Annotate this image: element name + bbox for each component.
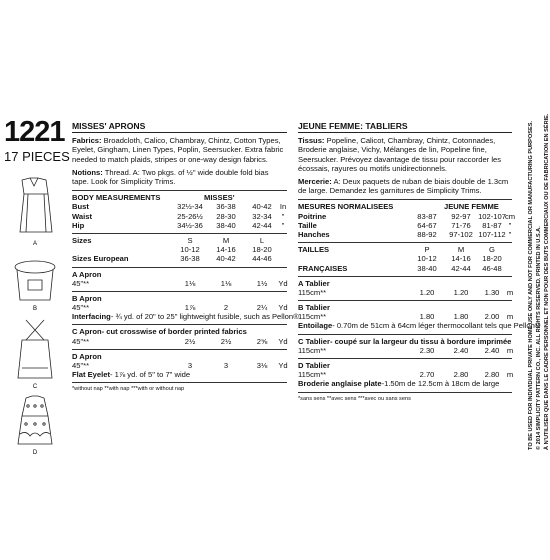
d-tablier-metrage-row: 115cm** 2.70 2.80 2.80 m <box>298 370 514 380</box>
pattern-number: 1221 <box>4 116 65 148</box>
tissus-text: Popeline, Calicot, Chambray, Chintz, Cotonnades, Broderie anglaise, Vichy, Mélanges de lin, Popeline fine, Seersucker. Prévoyez davantage de tissu pour raccorder les écossais, rayures ou motifs unidirectionnels. <box>298 136 502 173</box>
a-apron-title: A Apron <box>72 269 102 279</box>
c-tablier-title-row: C Tablier- coupé sur la largeur du tissu à bordure imprimée <box>298 336 512 346</box>
fabrics-label: Fabrics: <box>72 136 102 146</box>
notions-text: Thread. A: Two pkgs. of ½" wide double fold bias tape. Look for Simplicity Trims. <box>72 167 269 187</box>
d-tablier-title: D Tablier <box>298 361 330 371</box>
measurement-row-waist: Waist 25-26½ 28-30 32-34 " <box>72 211 285 221</box>
fabrics-paragraph <box>72 136 287 164</box>
b-entoilage-row: Entoilage- 0.70m de 51cm à 64cm léger thermocollant tels que Pellon® <box>298 321 541 331</box>
a-tablier-title: A Tablier <box>298 278 330 288</box>
sizes-number-row: 10-12 14-16 18-20 <box>180 245 272 255</box>
misses-header: MISSES' <box>204 193 235 203</box>
body-measurements-header: BODY MEASUREMENTS <box>72 193 161 203</box>
figure-b-apron <box>15 261 55 300</box>
c-tablier-metrage-row: 115cm** 2.30 2.40 2.40 m <box>298 345 514 355</box>
mesure-row-taille: Taille 64-67 71-76 81-87 " <box>298 220 512 230</box>
figure-d-apron <box>18 396 52 444</box>
b-interfacing-row: Interfacing- ¾ yd. of 20" to 25" lightweight fusible, such as Pellon® <box>72 312 299 322</box>
fabrics-text: Broadcloth, Calico, Chambray, Chintz, Cotton Types, Eyelet, Gingham, Linen Types, Poplin, Seersucker. Extra fabric needed to match plaids, stripes or one-way design fabrics. <box>72 136 284 164</box>
apron-illustrations <box>8 172 66 472</box>
figure-c-label: C <box>32 384 38 390</box>
tissus-label: Tissus: <box>298 136 325 146</box>
figure-a-apron <box>20 178 52 232</box>
figure-b-label: B <box>32 306 38 312</box>
d-eyelet-row: Flat Eyelet- 1⅞ yd. of 5" to 7" wide <box>72 370 191 380</box>
measurement-row-bust: Bust 32½-34 36-38 40-42 In <box>72 202 287 212</box>
english-column <box>72 121 299 395</box>
pieces-count: 17 PIECES <box>4 149 70 164</box>
mesures-header: MESURES NORMALISEES <box>298 202 394 212</box>
english-footnote: *without nap **with nap ***with or without nap <box>72 386 185 393</box>
a-apron-yardage-row: 45"** 1⅛ 1⅛ 1½ Yd <box>72 278 288 288</box>
mesure-row-hanches: Hanches 88-92 97-102 107-112 " <box>298 229 512 239</box>
mesures-header-row <box>298 202 512 211</box>
sizes-letter-row: Sizes S M L <box>72 235 265 245</box>
a-tablier-metrage-row: 115cm** 1.20 1.20 1.30 m <box>298 287 514 297</box>
sizes-european-row: Sizes European 36-38 40-42 44-46 <box>72 254 272 264</box>
side-notice-line-2: © 2014 SIMPLICITY PATTERN CO., INC. ALL RIGHTS RESERVED. PRINTED IN U.S.A. <box>536 226 542 450</box>
jeune-femme-header: JEUNE FEMME <box>444 202 499 212</box>
french-title: JEUNE FEMME: TABLIERS <box>298 122 512 133</box>
d-apron-yardage-row: 45"** 3 3 3⅛ Yd <box>72 361 288 371</box>
b-tablier-metrage-row: 115cm** 1.80 1.80 2.00 m <box>298 312 514 322</box>
figure-c-apron <box>18 320 52 378</box>
tailles-number-row: 10-12 14-16 18-20 <box>417 254 502 264</box>
d-apron-title: D Apron <box>72 351 102 361</box>
english-title: MISSES' APRONS <box>72 122 287 133</box>
side-notice-line-3: À N'UTILISER QUE DANS LE CADRE PERSONNEL ET NON POUR DES BUTS COMMERCIAUX OU DE FABRICATION EN SÉRIE. <box>544 113 550 450</box>
notions-label: Notions: <box>72 167 103 177</box>
side-legal-notice <box>526 113 550 450</box>
mercerie-text: A: Deux paquets de ruban de biais double de 1.3cm de large. Demandez les garnitures de Simplicity Trims. <box>298 177 509 196</box>
side-notice-line-1: TO BE USED FOR INDIVIDUAL PRIVATE HOME USE ONLY AND NOT FOR COMMERCIAL OR MANUFACTURING PURPOSES. <box>528 120 534 450</box>
figure-a-label: A <box>32 241 38 247</box>
measurement-row-hip: Hip 34½-36 38-40 42-44 " <box>72 220 285 230</box>
tailles-letter-row: TAILLES P M G <box>298 245 495 255</box>
body-measurements-header-row <box>72 193 287 202</box>
d-broderie-row: Broderie anglaise plate-1.50m de 12.5cm à 18cm de large <box>298 379 500 389</box>
mercerie-paragraph <box>298 177 512 195</box>
figure-d-label: D <box>32 450 38 456</box>
mesure-row-poitrine: Poitrine 83-87 92-97 102-107 cm <box>298 211 516 221</box>
tailles-francaises-row: FRANÇAISES 38-40 42-44 46-48 <box>298 263 502 273</box>
b-apron-title: B Apron <box>72 293 102 303</box>
french-footnote: *sans sens **avec sens ***avec ou sans sens <box>298 395 411 402</box>
tissus-paragraph <box>298 136 512 173</box>
c-apron-title-row: C Apron- cut crosswise of border printed fabrics <box>72 327 247 337</box>
b-apron-yardage-row: 45"** 1⅞ 2 2¼ Yd <box>72 303 288 313</box>
mercerie-label: Mercerie: <box>298 177 332 187</box>
notions-paragraph <box>72 168 287 186</box>
b-tablier-title: B Tablier <box>298 303 330 313</box>
c-apron-yardage-row: 45"** 2½ 2½ 2⅝ Yd <box>72 336 288 346</box>
